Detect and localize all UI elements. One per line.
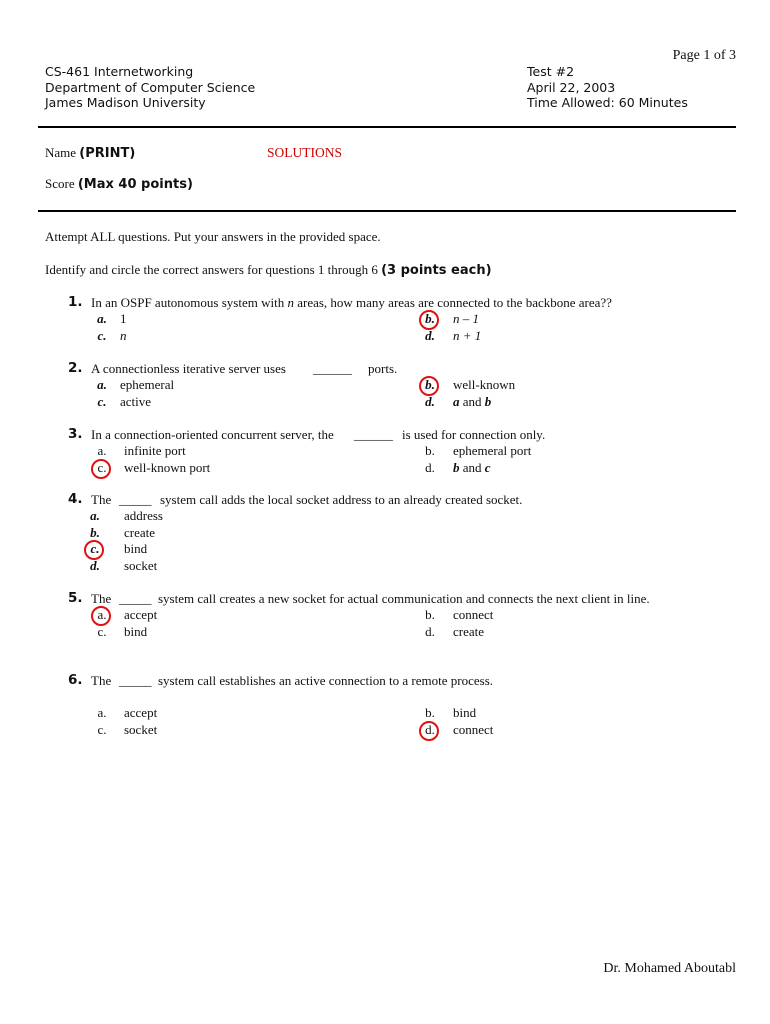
question-text-part: In an OSPF autonomous system with — [91, 295, 288, 310]
question-number: 1. — [68, 294, 83, 310]
university: James Madison University — [45, 95, 206, 110]
question-number: 6. — [68, 672, 83, 688]
question-text-part: A connectionless iterative server uses — [91, 361, 286, 376]
question-text-part: is used for connection only. — [402, 427, 546, 442]
option-text: well-known — [453, 377, 516, 392]
option-word: c — [484, 460, 491, 475]
answer-blank: ______ — [313, 361, 352, 376]
option-letter: b. — [425, 607, 435, 622]
question-text-part: In a connection-oriented concurrent server, the — [91, 427, 334, 442]
option-text: infinite port — [124, 443, 186, 458]
score-label: Score — [45, 176, 75, 191]
fields-divider — [38, 210, 736, 212]
option-text — [453, 394, 491, 410]
question-text — [91, 295, 612, 311]
option-text: ephemeral — [120, 377, 175, 392]
option-text: socket — [124, 558, 158, 573]
answer-circle-icon — [91, 606, 111, 626]
option-text: bind — [124, 541, 148, 556]
option-letter: d. — [425, 722, 435, 737]
answer-blank: _____ — [119, 492, 152, 507]
answer-blank: ______ — [354, 427, 393, 442]
option-text: ephemeral port — [453, 443, 532, 458]
option-letter: a. — [97, 443, 107, 458]
option-text: create — [453, 624, 485, 639]
answer-blank: _____ — [119, 673, 152, 688]
option-letter: b. — [425, 377, 435, 392]
option-word: b — [453, 460, 460, 475]
instructions-line-2 — [45, 262, 492, 278]
answer-circle-icon — [419, 310, 439, 330]
question-text-part: The — [91, 673, 112, 688]
answer-circle-icon — [419, 721, 439, 741]
option-text: 1 — [120, 311, 127, 326]
name-value: SOLUTIONS — [267, 145, 343, 160]
option-letter: c. — [97, 460, 107, 475]
option-letter: a. — [90, 508, 100, 523]
option-letter: d. — [425, 460, 435, 475]
name-hint: (PRINT) — [79, 146, 136, 161]
answer-circle-icon — [91, 459, 111, 479]
course-info — [45, 64, 255, 111]
answer-circle-icon — [419, 376, 439, 396]
option-letter: c. — [90, 541, 100, 556]
answer-circle-icon — [84, 540, 104, 560]
time-allowed: Time Allowed: 60 Minutes — [527, 95, 688, 110]
instructions-text: Identify and circle the correct answers for questions 1 through 6 — [45, 262, 378, 277]
option-text: connect — [453, 722, 494, 737]
option-text: connect — [453, 607, 494, 622]
instructions-line-1: Attempt ALL questions. Put your answers in the provided space. — [45, 229, 381, 244]
test-date: April 22, 2003 — [527, 79, 616, 95]
option-text: bind — [453, 705, 477, 720]
option-letter: d. — [425, 328, 435, 343]
option-text: accept — [124, 705, 158, 720]
department: Department of Computer Science — [45, 79, 256, 95]
option-text: bind — [124, 624, 148, 639]
score-field — [45, 176, 193, 192]
option-letter: b. — [425, 705, 435, 720]
option-word: and — [462, 394, 482, 409]
name-field — [45, 145, 135, 161]
option-word: a — [453, 394, 460, 409]
question-text-part: The — [91, 492, 112, 507]
question-variable: n — [287, 295, 294, 310]
option-letter: d. — [90, 558, 100, 573]
score-hint: (Max 40 points) — [77, 177, 193, 192]
course-title: CS-461 Internetworking — [45, 64, 194, 79]
option-letter: b. — [425, 443, 435, 458]
question-text-part: system call adds the local socket address to an already created socket. — [160, 492, 523, 507]
option-word: b — [484, 394, 492, 409]
question-number: 2. — [68, 360, 83, 376]
option-text: active — [120, 394, 152, 409]
option-letter: c. — [97, 624, 107, 639]
option-letter: d. — [425, 624, 435, 639]
option-letter: b. — [90, 525, 100, 540]
question-number: 5. — [68, 590, 83, 606]
author: Dr. Mohamed Aboutabl — [603, 961, 736, 976]
option-letter: a. — [97, 705, 107, 720]
option-text: well-known port — [124, 460, 211, 475]
option-letter: c. — [97, 328, 107, 343]
test-info — [527, 64, 688, 111]
question-text-part: system call establishes an active connection to a remote process. — [158, 673, 493, 688]
test-number: Test #2 — [527, 64, 575, 79]
option-text: socket — [124, 722, 158, 737]
option-letter: a. — [97, 377, 107, 392]
question-text-part: system call creates a new socket for actual communication and connects the next client in line. — [158, 591, 650, 606]
question-text-part: The — [91, 591, 112, 606]
name-label: Name — [45, 145, 77, 160]
option-text — [453, 460, 491, 476]
option-letter: c. — [97, 394, 107, 409]
option-letter: b. — [425, 311, 435, 326]
option-letter: d. — [425, 394, 435, 409]
page-number: Page 1 of 3 — [672, 48, 736, 63]
option-text: n — [120, 328, 127, 343]
option-text: accept — [124, 607, 158, 622]
points-note: (3 points each) — [381, 263, 492, 278]
option-text: n – 1 — [453, 311, 479, 326]
option-text: create — [124, 525, 156, 540]
question-number: 4. — [68, 491, 83, 507]
option-letter: c. — [97, 722, 107, 737]
option-text: address — [124, 508, 163, 523]
question-text-part: ports. — [368, 361, 398, 376]
question-text-part: areas, how many areas are connected to the backbone area?? — [293, 295, 612, 310]
header-divider — [38, 126, 736, 128]
option-word: and — [462, 460, 482, 475]
option-text: n + 1 — [453, 328, 482, 343]
option-letter: a. — [97, 311, 107, 326]
question-number: 3. — [68, 426, 83, 442]
option-letter: a. — [97, 607, 107, 622]
answer-blank: _____ — [119, 591, 152, 606]
